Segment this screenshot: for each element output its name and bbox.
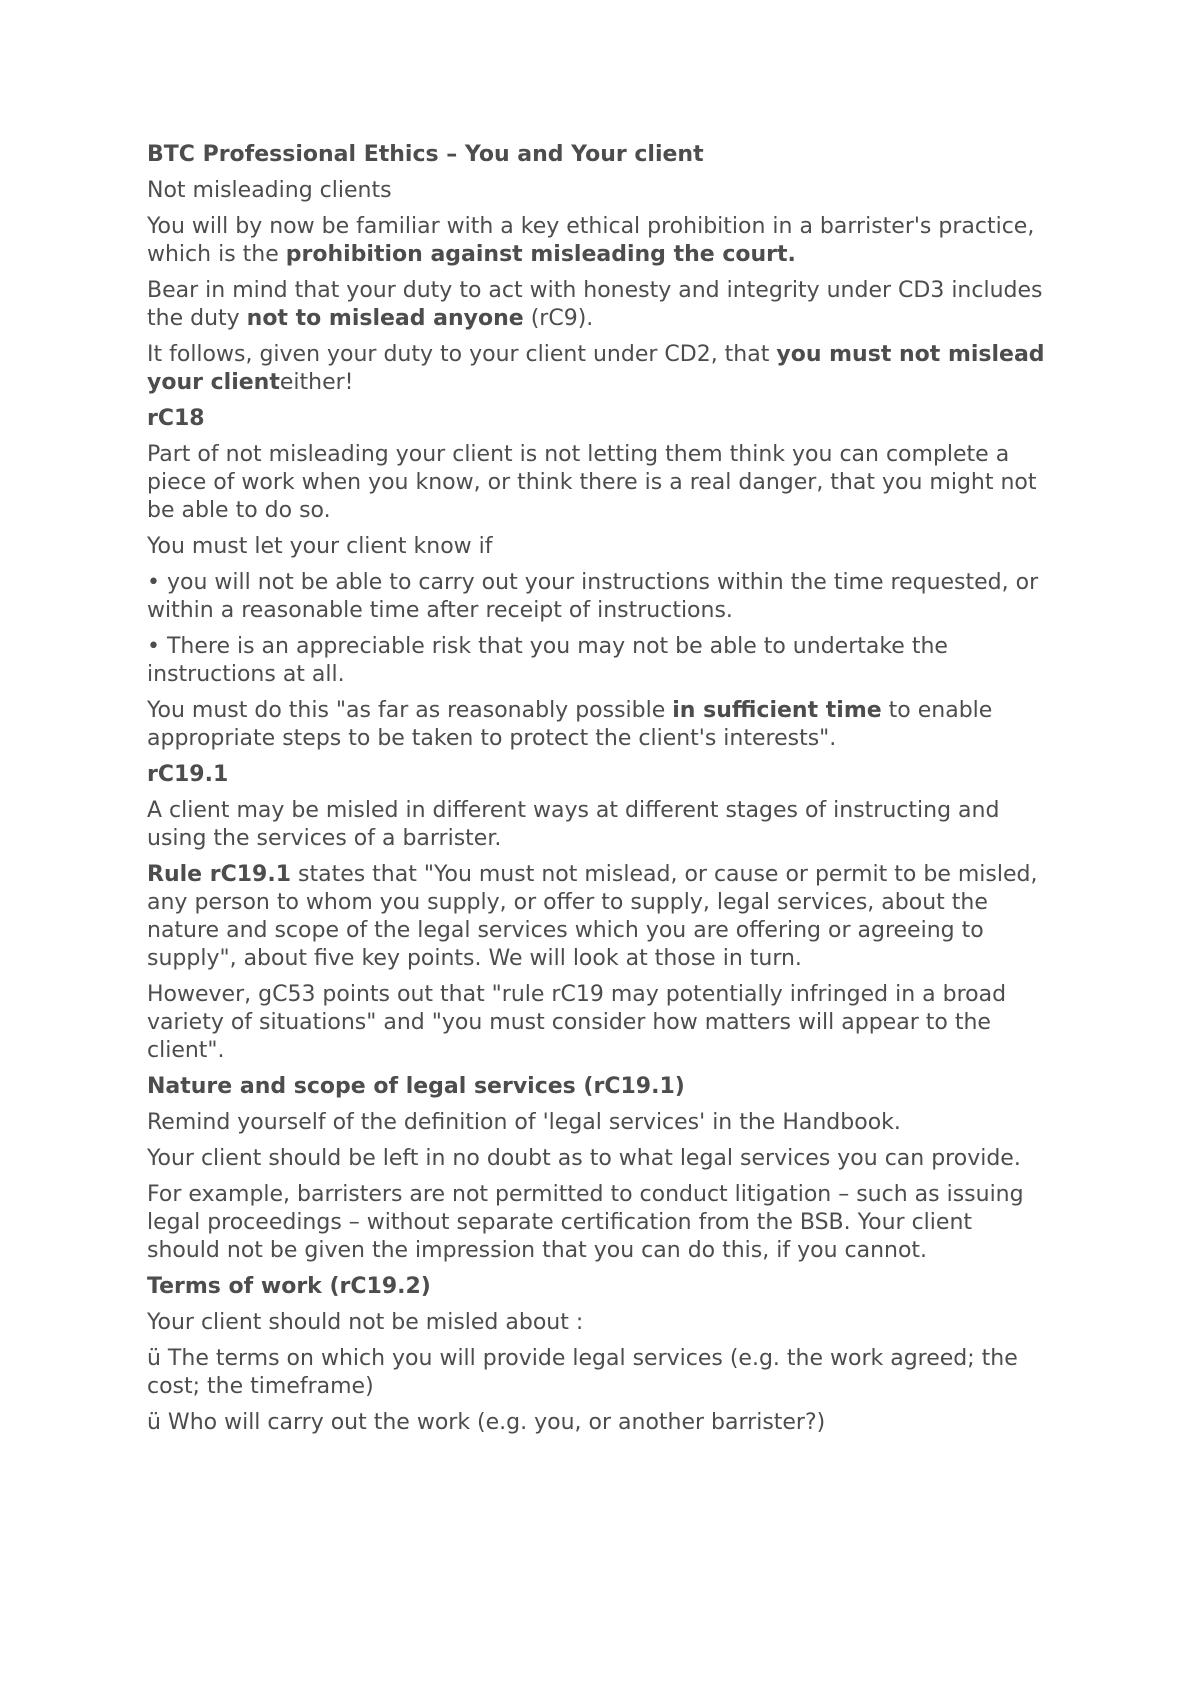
paragraph-cd2 (147, 341, 1050, 397)
paragraph-cd3 (147, 277, 1050, 333)
emphasis: not to mislead anyone (246, 306, 524, 331)
paragraph-let-know: You must let your client know if (147, 534, 493, 559)
check-item: ü The terms on which you will provide legal services (e.g. the work agreed; the cost; the timeframe) (147, 1346, 1018, 1399)
emphasis: in sufficient time (672, 698, 882, 723)
paragraph-no-doubt: Your client should be left in no doubt as to what legal services you can provide. (147, 1146, 1021, 1171)
paragraph-court (147, 213, 1050, 269)
heading-terms-of-work: Terms of work (rC19.2) (147, 1274, 431, 1299)
text: either! (279, 370, 354, 395)
paragraph-misled-stages: A client may be misled in different ways at different stages of instructing and using the services of a barrister. (147, 798, 1000, 851)
paragraph-not-misled-about: Your client should not be misled about : (147, 1310, 584, 1335)
emphasis: Rule rC19.1 (147, 862, 291, 887)
emphasis: prohibition against misleading the court. (285, 242, 796, 267)
heading-rc19-1: rC19.1 (147, 762, 229, 787)
text: Bear in mind that your duty to act with honesty and integrity under CD3 includes the duty (147, 278, 1043, 331)
paragraph-rc18: Part of not misleading your client is not letting them think you can complete a piece of work when you know, or think there is a real danger, that you might not be able to do so. (147, 442, 1037, 523)
text: You must do this "as far as reasonably possible (147, 698, 673, 723)
check-item: ü Who will carry out the work (e.g. you, or another barrister?) (147, 1410, 826, 1435)
subtitle: Not misleading clients (147, 178, 392, 203)
paragraph-gc53: However, gC53 points out that "rule rC19 may potentially infringed in a broad variety of situations" and "you must consider how matters will appear to the client". (147, 982, 1007, 1063)
bullet-item: • There is an appreciable risk that you may not be able to undertake the instructions at all. (147, 634, 948, 687)
paragraph-example: For example, barristers are not permitted to conduct litigation – such as issuing legal proceedings – without separate certification from the BSB. Your client should not be given the impression that you can do this, if you cannot. (147, 1182, 1024, 1263)
text: You will by now be familiar with a key ethical prohibition in a barrister's practice, which is the (147, 214, 1035, 267)
text: states that "You must not mislead, or cause or permit to be misled, any person to whom you supply, or offer to supply, legal services, about the nature and scope of the legal services which you are offering or agreeing to supply", about five key points. We will look at those in turn. (147, 862, 1038, 971)
text: to enable appropriate steps to be taken to protect the client's interests". (147, 698, 993, 751)
paragraph-definition: Remind yourself of the definition of 'legal services' in the Handbook. (147, 1110, 901, 1135)
paragraph-rule-rc19-1 (147, 861, 1050, 973)
bullet-item: • you will not be able to carry out your instructions within the time requested, or within a reasonable time after receipt of instructions. (147, 570, 1039, 623)
heading-rc18: rC18 (147, 406, 205, 431)
emphasis: you must not mislead your client (147, 342, 1045, 395)
document-title: BTC Professional Ethics – You and Your client (147, 142, 704, 167)
text: (rC9). (523, 306, 594, 331)
paragraph-sufficient-time (147, 697, 1050, 753)
heading-nature-scope: Nature and scope of legal services (rC19.1) (147, 1074, 685, 1099)
text: It follows, given your duty to your client under CD2, that (147, 342, 777, 367)
